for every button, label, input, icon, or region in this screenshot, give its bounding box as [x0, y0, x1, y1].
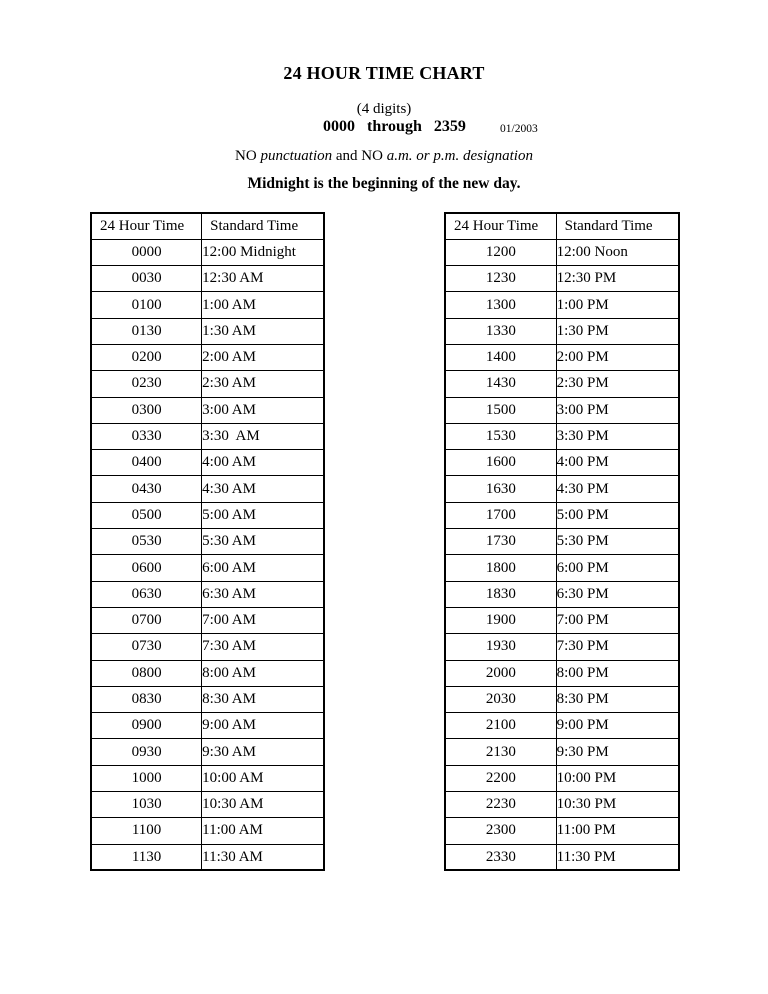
cell-24hour-time: 1830 [445, 581, 556, 607]
table-row [445, 660, 679, 686]
cell-standard-time: 3:00 PM [556, 397, 679, 423]
no-punctuation-note [0, 148, 768, 165]
cell-24hour-time: 2330 [445, 844, 556, 870]
table-row [91, 818, 324, 844]
table-row [445, 634, 679, 660]
table-row [445, 818, 679, 844]
table-row [91, 634, 324, 660]
table-row [445, 555, 679, 581]
cell-24hour-time: 1200 [445, 239, 556, 265]
table-row [445, 502, 679, 528]
cell-standard-time: 12:00 Midnight [202, 239, 324, 265]
range-start: 0000 [323, 118, 355, 135]
cell-standard-time: 8:00 AM [202, 660, 324, 686]
cell-standard-time: 7:30 AM [202, 634, 324, 660]
cell-standard-time: 2:00 PM [556, 344, 679, 370]
cell-24hour-time: 0100 [91, 292, 202, 318]
table-row [91, 686, 324, 712]
cell-standard-time: 8:30 PM [556, 686, 679, 712]
cell-standard-time: 11:00 PM [556, 818, 679, 844]
table-row [445, 266, 679, 292]
table-row [91, 476, 324, 502]
cell-standard-time: 4:00 AM [202, 450, 324, 476]
cell-24hour-time: 1530 [445, 423, 556, 449]
cell-24hour-time: 1100 [91, 818, 202, 844]
cell-standard-time: 9:30 AM [202, 739, 324, 765]
cell-24hour-time: 0800 [91, 660, 202, 686]
cell-standard-time: 10:00 PM [556, 765, 679, 791]
cell-24hour-time: 1400 [445, 344, 556, 370]
cell-24hour-time: 2000 [445, 660, 556, 686]
cell-24hour-time: 1000 [91, 765, 202, 791]
range-word: through [367, 118, 422, 135]
table-row [91, 397, 324, 423]
digits-note: (4 digits) [356, 101, 412, 117]
table-row [91, 792, 324, 818]
header-row [91, 213, 324, 239]
cell-standard-time: 11:30 AM [202, 844, 324, 870]
time-range-line [323, 118, 466, 136]
table-row [445, 739, 679, 765]
cell-standard-time: 2:30 PM [556, 371, 679, 397]
cell-24hour-time: 0830 [91, 686, 202, 712]
cell-standard-time: 1:30 PM [556, 318, 679, 344]
midnight-note: Midnight is the beginning of the new day. [247, 175, 521, 192]
cell-24hour-time: 0530 [91, 529, 202, 555]
table-row [91, 713, 324, 739]
cell-standard-time: 8:00 PM [556, 660, 679, 686]
table-row [445, 239, 679, 265]
cell-24hour-time: 0730 [91, 634, 202, 660]
table-row [91, 529, 324, 555]
cell-24hour-time: 0300 [91, 397, 202, 423]
cell-24hour-time: 0700 [91, 607, 202, 633]
table-row [445, 713, 679, 739]
cell-24hour-time: 1800 [445, 555, 556, 581]
cell-standard-time: 1:30 AM [202, 318, 324, 344]
cell-24hour-time: 1630 [445, 476, 556, 502]
cell-standard-time: 1:00 PM [556, 292, 679, 318]
cell-standard-time: 3:30 PM [556, 423, 679, 449]
revision-date: 01/2003 [500, 123, 538, 135]
cell-standard-time: 2:00 AM [202, 344, 324, 370]
table-row [91, 423, 324, 449]
cell-standard-time: 12:30 AM [202, 266, 324, 292]
cell-24hour-time: 0430 [91, 476, 202, 502]
table-row [91, 660, 324, 686]
cell-standard-time: 6:30 PM [556, 581, 679, 607]
cell-standard-time: 1:00 AM [202, 292, 324, 318]
cell-24hour-time: 0930 [91, 739, 202, 765]
col-header-24hour-time: 24 Hour Time [91, 213, 202, 239]
cell-standard-time: 4:30 AM [202, 476, 324, 502]
cell-standard-time: 9:00 PM [556, 713, 679, 739]
table-row [91, 765, 324, 791]
note-plain-1: NO [235, 148, 261, 164]
table-row [445, 423, 679, 449]
page-title: 24 HOUR TIME CHART [283, 63, 485, 83]
cell-standard-time: 4:00 PM [556, 450, 679, 476]
cell-24hour-time: 1330 [445, 318, 556, 344]
cell-24hour-time: 0000 [91, 239, 202, 265]
note-plain-2: and NO [332, 148, 387, 164]
cell-24hour-time: 0030 [91, 266, 202, 292]
cell-standard-time: 7:00 AM [202, 607, 324, 633]
cell-24hour-time: 2030 [445, 686, 556, 712]
table-row [91, 555, 324, 581]
table-row [445, 844, 679, 870]
range-end: 2359 [433, 118, 466, 135]
cell-standard-time: 5:00 PM [556, 502, 679, 528]
table-row [445, 344, 679, 370]
cell-standard-time: 7:00 PM [556, 607, 679, 633]
table-row [91, 844, 324, 870]
cell-24hour-time: 0330 [91, 423, 202, 449]
cell-24hour-time: 2130 [445, 739, 556, 765]
cell-24hour-time: 1430 [445, 371, 556, 397]
cell-standard-time: 5:00 AM [202, 502, 324, 528]
table-row [91, 450, 324, 476]
cell-24hour-time: 0230 [91, 371, 202, 397]
note-italic-1: punctuation [260, 148, 333, 164]
cell-standard-time: 12:00 Noon [556, 239, 679, 265]
table-row [445, 476, 679, 502]
cell-24hour-time: 0200 [91, 344, 202, 370]
col-header-24hour-time: 24 Hour Time [445, 213, 556, 239]
table-row [445, 292, 679, 318]
cell-standard-time: 9:00 AM [202, 713, 324, 739]
table-row [445, 765, 679, 791]
table-row [91, 502, 324, 528]
cell-24hour-time: 0900 [91, 713, 202, 739]
cell-standard-time: 9:30 PM [556, 739, 679, 765]
cell-standard-time: 10:30 AM [202, 792, 324, 818]
cell-standard-time: 11:30 PM [556, 844, 679, 870]
cell-standard-time: 5:30 PM [556, 529, 679, 555]
table-row [91, 318, 324, 344]
table-row [445, 529, 679, 555]
cell-24hour-time: 1930 [445, 634, 556, 660]
table-row [445, 607, 679, 633]
table-row [445, 450, 679, 476]
table-row [91, 344, 324, 370]
cell-standard-time: 3:00 AM [202, 397, 324, 423]
cell-standard-time: 5:30 AM [202, 529, 324, 555]
cell-24hour-time: 1030 [91, 792, 202, 818]
cell-standard-time: 2:30 AM [202, 371, 324, 397]
cell-24hour-time: 0600 [91, 555, 202, 581]
cell-24hour-time: 2100 [445, 713, 556, 739]
time-table-pm [444, 212, 680, 871]
cell-24hour-time: 1730 [445, 529, 556, 555]
cell-standard-time: 4:30 PM [556, 476, 679, 502]
table-row [91, 239, 324, 265]
cell-24hour-time: 1600 [445, 450, 556, 476]
table-row [445, 581, 679, 607]
table-row [91, 739, 324, 765]
cell-standard-time: 3:30 AM [202, 423, 324, 449]
table-row [91, 292, 324, 318]
cell-standard-time: 12:30 PM [556, 266, 679, 292]
cell-24hour-time: 1700 [445, 502, 556, 528]
col-header-standard-time: Standard Time [202, 213, 324, 239]
cell-24hour-time: 0630 [91, 581, 202, 607]
cell-24hour-time: 2300 [445, 818, 556, 844]
cell-24hour-time: 1230 [445, 266, 556, 292]
cell-24hour-time: 0130 [91, 318, 202, 344]
cell-24hour-time: 1300 [445, 292, 556, 318]
cell-24hour-time: 0400 [91, 450, 202, 476]
table-row [91, 371, 324, 397]
cell-standard-time: 10:30 PM [556, 792, 679, 818]
table-row [445, 397, 679, 423]
table-row [445, 371, 679, 397]
cell-standard-time: 10:00 AM [202, 765, 324, 791]
cell-24hour-time: 0500 [91, 502, 202, 528]
header-row [445, 213, 679, 239]
col-header-standard-time: Standard Time [556, 213, 679, 239]
cell-standard-time: 6:00 AM [202, 555, 324, 581]
cell-24hour-time: 1500 [445, 397, 556, 423]
table-row [91, 581, 324, 607]
table-row [445, 318, 679, 344]
cell-24hour-time: 1130 [91, 844, 202, 870]
cell-standard-time: 6:30 AM [202, 581, 324, 607]
cell-24hour-time: 1900 [445, 607, 556, 633]
cell-standard-time: 6:00 PM [556, 555, 679, 581]
time-table-am [90, 212, 325, 871]
cell-24hour-time: 2230 [445, 792, 556, 818]
cell-standard-time: 11:00 AM [202, 818, 324, 844]
note-italic-2: a.m. or p.m. designation [386, 148, 533, 164]
table-row [445, 792, 679, 818]
table-row [445, 686, 679, 712]
table-row [91, 266, 324, 292]
cell-standard-time: 8:30 AM [202, 686, 324, 712]
cell-24hour-time: 2200 [445, 765, 556, 791]
cell-standard-time: 7:30 PM [556, 634, 679, 660]
table-row [91, 607, 324, 633]
